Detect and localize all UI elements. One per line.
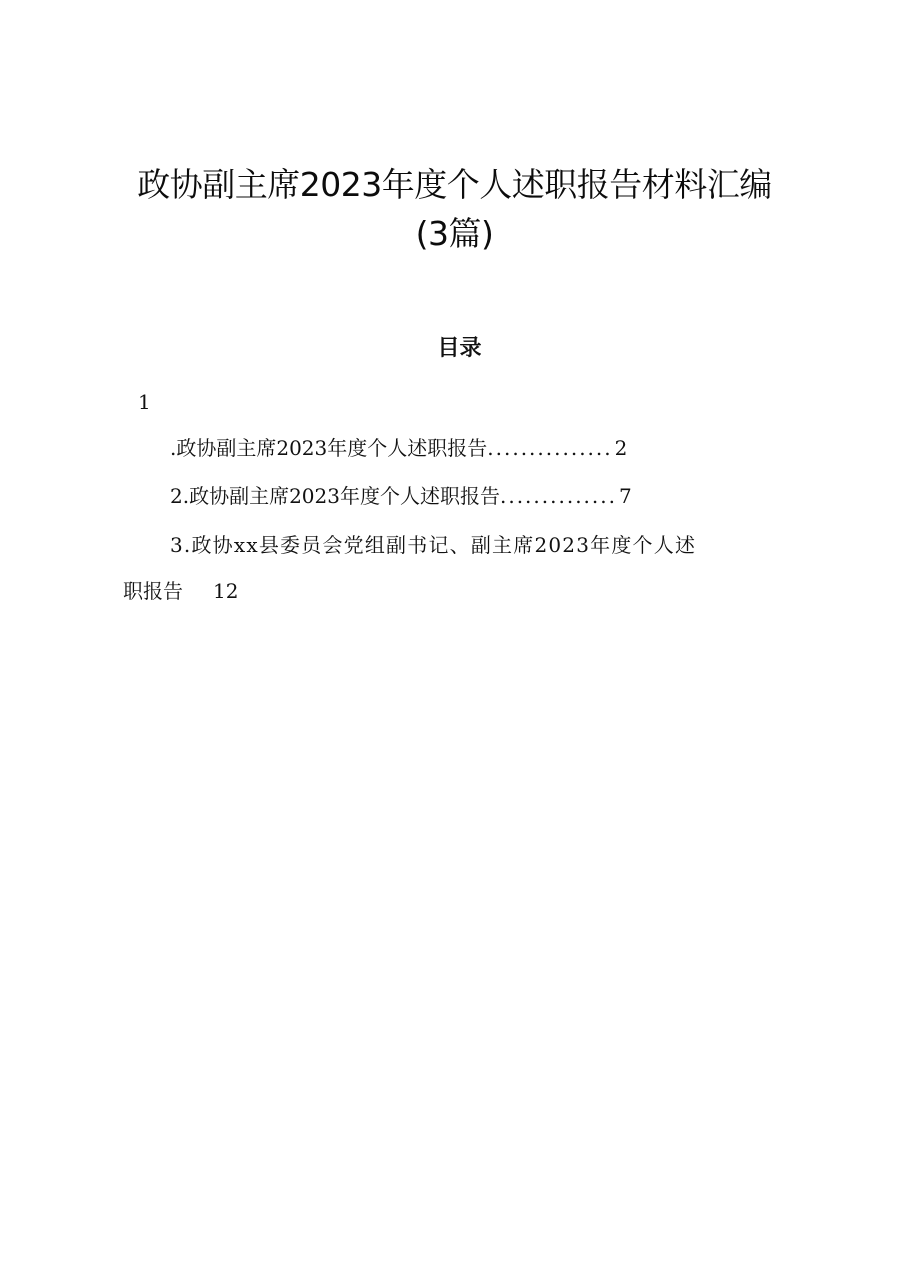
toc-entry-3-line2[interactable]	[123, 577, 238, 605]
toc-entry-1-text: .政协副主席2023年度个人述职报告	[170, 436, 488, 460]
toc-entry-1[interactable]	[170, 434, 627, 462]
toc-first-number: 1	[138, 390, 151, 414]
toc-entry-2-leader: ..............	[499, 484, 617, 508]
toc-entry-3-page: 12	[213, 579, 239, 603]
toc-entry-3-line1[interactable]: 3.政协xx县委员会党组副书记、副主席2023年度个人述	[170, 533, 697, 557]
toc-heading: 目录	[437, 335, 482, 361]
toc-entry-2[interactable]	[170, 482, 632, 510]
toc-entry-2-page: 7	[619, 484, 632, 508]
toc-entry-2-text: 2.政协副主席2023年度个人述职报告	[170, 484, 500, 508]
toc-entry-1-leader: ...............	[487, 436, 613, 460]
document-title-line1: 政协副主席2023年度个人述职报告材料汇编	[137, 165, 772, 204]
toc-entry-1-page: 2	[614, 436, 628, 460]
toc-entry-3-text: 职报告	[123, 579, 183, 603]
document-title-line2: (3篇)	[415, 214, 494, 253]
